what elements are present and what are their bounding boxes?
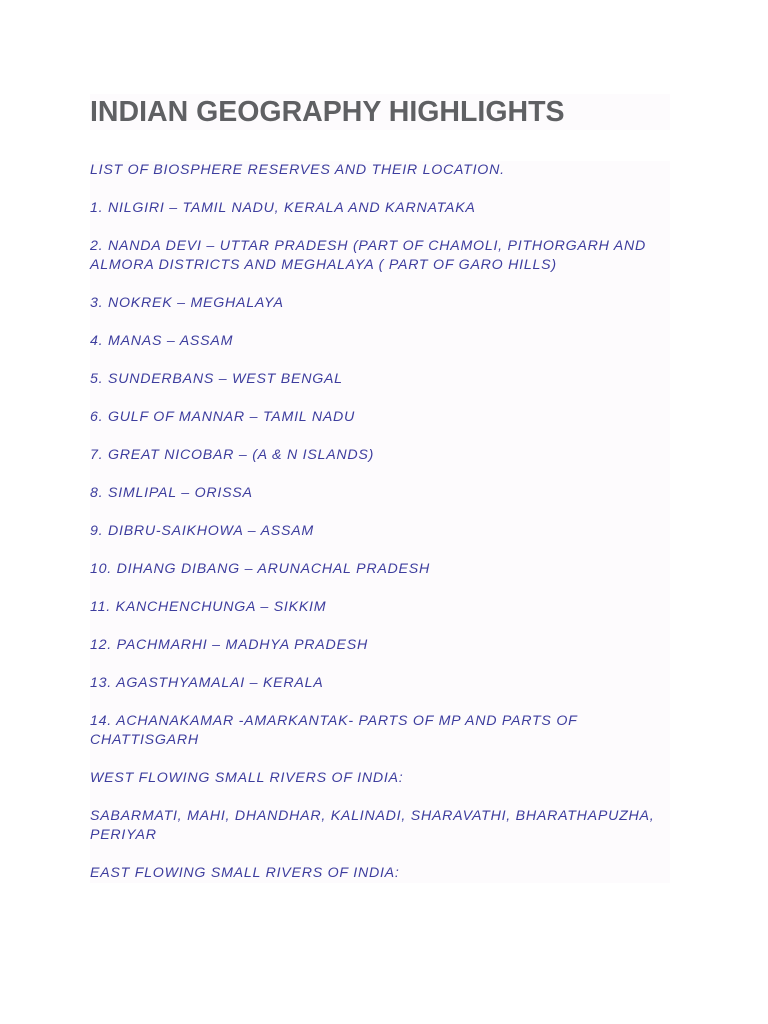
list-item: 10. DIHANG DIBANG – ARUNACHAL PRADESH [90, 561, 430, 577]
list-item: 8. SIMLIPAL – ORISSA [90, 485, 253, 501]
list-item: 3. NOKREK – MEGHALAYA [90, 295, 284, 311]
document-content [90, 94, 670, 902]
document-body [90, 161, 670, 883]
list-item: 5. SUNDERBANS – WEST BENGAL [90, 371, 343, 387]
list-item: 1. NILGIRI – TAMIL NADU, KERALA AND KARNATAKA [90, 200, 476, 216]
paragraph-west-rivers-list: SABARMATI, MAHI, DHANDHAR, KALINADI, SHARAVATHI, BHARATHAPUZHA, PERIYAR [90, 808, 655, 843]
paragraph-heading-east-rivers: EAST FLOWING SMALL RIVERS OF INDIA: [90, 865, 400, 881]
list-item: 6. GULF OF MANNAR – TAMIL NADU [90, 409, 356, 425]
list-item: 12. PACHMARHI – MADHYA PRADESH [90, 637, 368, 653]
list-item: 7. GREAT NICOBAR – (A & N ISLANDS) [90, 447, 375, 463]
list-item: 11. KANCHENCHUNGA – SIKKIM [90, 599, 327, 615]
list-item: 4. MANAS – ASSAM [90, 333, 234, 349]
page-title: INDIAN GEOGRAPHY HIGHLIGHTS [90, 94, 670, 130]
paragraph-heading-biosphere: LIST OF BIOSPHERE RESERVES AND THEIR LOCATION. [90, 162, 505, 178]
list-item: 2. NANDA DEVI – UTTAR PRADESH (PART OF CHAMOLI, PITHORGARH AND ALMORA DISTRICTS AND MEGHALAYA ( PART OF GARO HILLS) [90, 238, 647, 273]
list-item: 14. ACHANAKAMAR -AMARKANTAK- PARTS OF MP AND PARTS OF CHATTISGARH [90, 713, 578, 748]
list-item: 13. AGASTHYAMALAI – KERALA [90, 675, 324, 691]
list-item: 9. DIBRU-SAIKHOWA – ASSAM [90, 523, 314, 539]
paragraph-heading-west-rivers: WEST FLOWING SMALL RIVERS OF INDIA: [90, 770, 404, 786]
